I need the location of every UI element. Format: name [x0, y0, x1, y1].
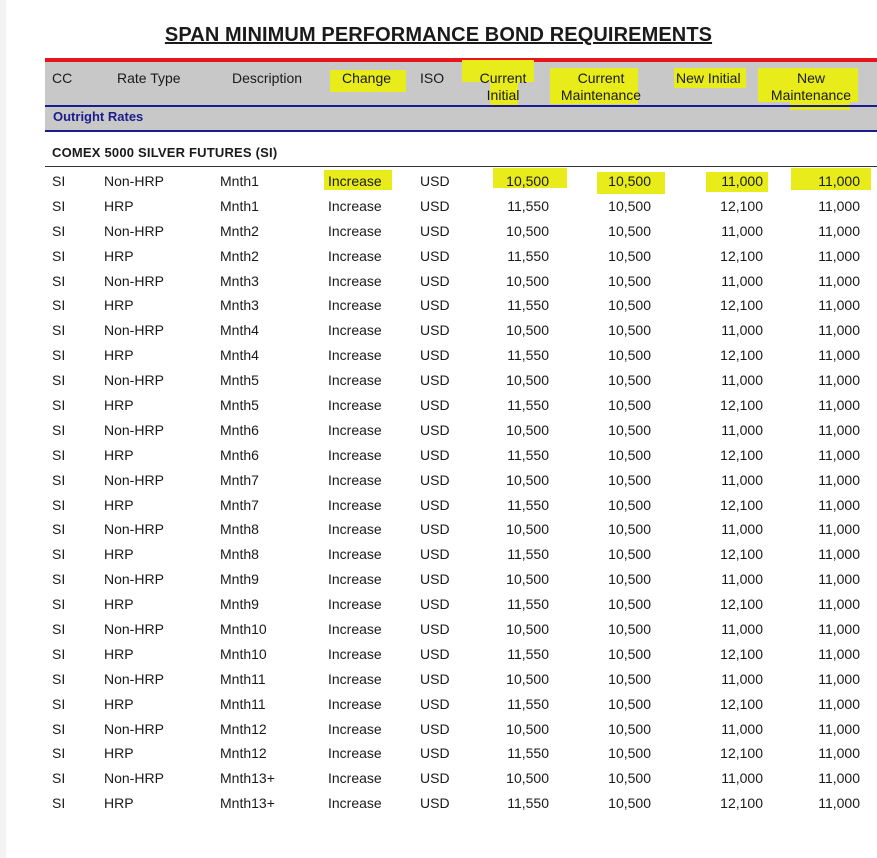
cell-cc: SI	[52, 770, 66, 787]
cell-cc: SI	[52, 795, 66, 812]
table-row	[0, 195, 877, 220]
table-row	[0, 444, 877, 469]
cell-description: Mnth13+	[220, 770, 275, 787]
cell-change: Increase	[328, 745, 382, 762]
cell-new-initial: 11,000	[721, 770, 763, 787]
table-row	[0, 518, 877, 543]
cell-current-maintenance: 10,500	[608, 272, 651, 289]
table-row	[0, 668, 877, 693]
header-blue-rule	[45, 105, 877, 107]
cell-description: Mnth12	[220, 745, 267, 762]
cell-rate-type: HRP	[104, 247, 134, 264]
cell-current-maintenance: 10,500	[608, 571, 651, 588]
cell-description: Mnth3	[220, 272, 259, 289]
cell-description: Mnth1	[220, 173, 259, 189]
cell-change: Increase	[328, 521, 382, 538]
cell-change: Increase	[328, 421, 382, 438]
col-header-new-initial: New Initial	[676, 70, 741, 86]
cell-change: Increase	[328, 322, 382, 339]
cell-cc: SI	[52, 571, 66, 588]
cell-new-maintenance: 11,000	[818, 397, 860, 414]
cell-new-maintenance: 11,000	[818, 720, 860, 737]
cell-new-initial: 12,100	[720, 197, 763, 214]
cell-change: Increase	[328, 272, 382, 289]
table-header	[45, 58, 877, 130]
cell-current-initial: 10,500	[506, 421, 549, 438]
cell-new-initial: 11,000	[721, 421, 763, 438]
cell-new-maintenance: 11,000	[818, 546, 860, 563]
cell-current-maintenance: 10,500	[608, 521, 651, 538]
table-row	[0, 543, 877, 568]
cell-iso: USD	[420, 596, 450, 613]
cell-current-maintenance: 10,500	[608, 596, 651, 613]
col-header-change: Change	[342, 70, 392, 86]
cell-description: Mnth9	[220, 571, 259, 588]
cell-rate-type: Non-HRP	[104, 421, 164, 438]
table-row	[0, 294, 877, 319]
cell-description: Mnth9	[220, 596, 259, 613]
cell-current-maintenance: 10,500	[608, 446, 651, 463]
cell-current-maintenance: 10,500	[608, 471, 651, 488]
cell-cc: SI	[52, 322, 66, 339]
cell-new-maintenance: 11,000	[818, 347, 860, 364]
cell-current-initial: 11,550	[507, 297, 549, 314]
cell-current-maintenance: 10,500	[608, 795, 651, 812]
cell-rate-type: HRP	[104, 745, 134, 762]
cell-cc: SI	[52, 421, 66, 438]
col-header-current-initial	[465, 70, 541, 104]
cell-rate-type: HRP	[104, 197, 134, 214]
cell-rate-type: Non-HRP	[104, 322, 164, 339]
cell-iso: USD	[420, 521, 450, 538]
cell-change: Increase	[328, 222, 382, 239]
cell-current-initial: 10,500	[506, 670, 549, 687]
cell-iso: USD	[420, 372, 450, 389]
cell-new-initial: 11,000	[721, 322, 763, 339]
section-rule	[45, 166, 877, 167]
cell-new-maintenance: 11,000	[818, 571, 860, 588]
cell-new-maintenance: 11,000	[818, 173, 860, 189]
cell-new-maintenance: 11,000	[818, 621, 860, 638]
cell-cc: SI	[52, 446, 66, 463]
cell-description: Mnth6	[220, 446, 259, 463]
cell-iso: USD	[420, 421, 450, 438]
cell-description: Mnth13+	[220, 795, 275, 812]
cell-description: Mnth8	[220, 546, 259, 563]
cell-change: Increase	[328, 247, 382, 264]
cell-new-maintenance: 11,000	[818, 247, 860, 264]
cell-iso: USD	[420, 446, 450, 463]
cell-current-initial: 11,550	[507, 496, 549, 513]
cell-iso: USD	[420, 745, 450, 762]
cell-current-initial: 11,550	[507, 397, 549, 414]
cell-description: Mnth6	[220, 421, 259, 438]
cell-cc: SI	[52, 197, 66, 214]
cell-current-initial: 11,550	[507, 446, 549, 463]
cell-new-maintenance: 11,000	[818, 297, 860, 314]
table-row	[0, 220, 877, 245]
cell-current-initial: 11,550	[507, 247, 549, 264]
cell-change: Increase	[328, 596, 382, 613]
cell-change: Increase	[328, 546, 382, 563]
cell-current-maintenance: 10,500	[608, 372, 651, 389]
cell-rate-type: HRP	[104, 645, 134, 662]
cell-current-maintenance: 10,500	[608, 645, 651, 662]
cell-new-maintenance: 11,000	[818, 421, 860, 438]
cell-rate-type: HRP	[104, 397, 134, 414]
cell-current-initial: 10,500	[506, 222, 549, 239]
col-header-cc: CC	[52, 70, 73, 86]
cell-cc: SI	[52, 695, 66, 712]
cell-rate-type: HRP	[104, 546, 134, 563]
cell-change: Increase	[328, 496, 382, 513]
cell-new-maintenance: 11,000	[818, 197, 860, 214]
col-header-line: Current	[479, 70, 527, 86]
cell-current-initial: 10,500	[506, 471, 549, 488]
data-table-body	[0, 170, 877, 817]
cell-current-maintenance: 10,500	[608, 247, 651, 264]
cell-new-initial: 12,100	[720, 446, 763, 463]
cell-new-initial: 12,100	[720, 795, 763, 812]
cell-cc: SI	[52, 496, 66, 513]
cell-current-maintenance: 10,500	[608, 496, 651, 513]
cell-change: Increase	[328, 297, 382, 314]
cell-cc: SI	[52, 272, 66, 289]
cell-current-initial: 11,550	[507, 546, 549, 563]
cell-description: Mnth4	[220, 347, 259, 364]
cell-current-initial: 11,550	[507, 745, 549, 762]
cell-cc: SI	[52, 247, 66, 264]
col-header-line: Current	[577, 70, 625, 86]
cell-cc: SI	[52, 596, 66, 613]
table-row	[0, 618, 877, 643]
cell-iso: USD	[420, 670, 450, 687]
table-row	[0, 419, 877, 444]
cell-iso: USD	[420, 496, 450, 513]
cell-current-maintenance: 10,500	[608, 745, 651, 762]
cell-cc: SI	[52, 397, 66, 414]
cell-new-initial: 11,000	[721, 222, 763, 239]
cell-new-initial: 12,100	[720, 247, 763, 264]
table-row	[0, 319, 877, 344]
table-row	[0, 344, 877, 369]
cell-new-maintenance: 11,000	[818, 322, 860, 339]
cell-current-initial: 11,550	[507, 645, 549, 662]
table-row	[0, 494, 877, 519]
cell-new-maintenance: 11,000	[818, 521, 860, 538]
table-row	[0, 394, 877, 419]
cell-new-initial: 12,100	[720, 347, 763, 364]
cell-cc: SI	[52, 471, 66, 488]
cell-iso: USD	[420, 471, 450, 488]
cell-current-initial: 10,500	[506, 770, 549, 787]
cell-rate-type: HRP	[104, 795, 134, 812]
cell-rate-type: Non-HRP	[104, 720, 164, 737]
cell-iso: USD	[420, 222, 450, 239]
cell-cc: SI	[52, 670, 66, 687]
cell-iso: USD	[420, 720, 450, 737]
cell-new-initial: 11,000	[721, 272, 763, 289]
cell-cc: SI	[52, 720, 66, 737]
table-row	[0, 245, 877, 270]
cell-rate-type: Non-HRP	[104, 173, 164, 189]
cell-new-initial: 12,100	[720, 745, 763, 762]
table-row	[0, 270, 877, 295]
cell-iso: USD	[420, 645, 450, 662]
cell-new-maintenance: 11,000	[818, 496, 860, 513]
cell-new-maintenance: 11,000	[818, 596, 860, 613]
cell-cc: SI	[52, 297, 66, 314]
cell-change: Increase	[328, 471, 382, 488]
cell-cc: SI	[52, 347, 66, 364]
table-row	[0, 369, 877, 394]
cell-change: Increase	[328, 446, 382, 463]
cell-new-initial: 11,000	[721, 521, 763, 538]
cell-change: Increase	[328, 197, 382, 214]
cell-description: Mnth7	[220, 471, 259, 488]
cell-change: Increase	[328, 795, 382, 812]
cell-rate-type: HRP	[104, 446, 134, 463]
cell-current-maintenance: 10,500	[608, 720, 651, 737]
cell-new-maintenance: 11,000	[818, 645, 860, 662]
cell-new-initial: 12,100	[720, 397, 763, 414]
cell-current-initial: 10,500	[506, 621, 549, 638]
cell-rate-type: Non-HRP	[104, 521, 164, 538]
cell-current-initial: 11,550	[507, 695, 549, 712]
cell-cc: SI	[52, 745, 66, 762]
table-row	[0, 593, 877, 618]
cell-current-maintenance: 10,500	[608, 621, 651, 638]
cell-cc: SI	[52, 521, 66, 538]
cell-new-maintenance: 11,000	[818, 795, 860, 812]
cell-new-initial: 11,000	[721, 621, 763, 638]
cell-new-maintenance: 11,000	[818, 770, 860, 787]
cell-rate-type: Non-HRP	[104, 670, 164, 687]
col-header-line: Maintenance	[560, 87, 642, 103]
cell-iso: USD	[420, 297, 450, 314]
cell-change: Increase	[328, 720, 382, 737]
col-header-line: Initial	[486, 87, 520, 103]
cell-change: Increase	[328, 670, 382, 687]
cell-new-maintenance: 11,000	[818, 695, 860, 712]
cell-cc: SI	[52, 645, 66, 662]
cell-current-initial: 10,500	[506, 372, 549, 389]
cell-iso: USD	[420, 247, 450, 264]
cell-new-initial: 11,000	[721, 471, 763, 488]
cell-cc: SI	[52, 372, 66, 389]
cell-new-initial: 11,000	[721, 720, 763, 737]
cell-new-initial: 12,100	[720, 695, 763, 712]
cell-current-maintenance: 10,500	[608, 347, 651, 364]
cell-rate-type: HRP	[104, 596, 134, 613]
cell-iso: USD	[420, 795, 450, 812]
table-row	[0, 568, 877, 593]
cell-current-initial: 10,500	[506, 272, 549, 289]
cell-current-initial: 11,550	[507, 197, 549, 214]
cell-new-initial: 11,000	[721, 571, 763, 588]
cell-new-initial: 12,100	[720, 496, 763, 513]
cell-new-maintenance: 11,000	[818, 471, 860, 488]
cell-rate-type: HRP	[104, 695, 134, 712]
cell-new-maintenance: 11,000	[818, 372, 860, 389]
col-header-description: Description	[232, 70, 303, 86]
header-blue-rule-bottom	[45, 130, 877, 132]
cell-change: Increase	[328, 695, 382, 712]
cell-new-initial: 11,000	[721, 372, 763, 389]
cell-new-maintenance: 11,000	[818, 446, 860, 463]
cell-current-initial: 10,500	[506, 571, 549, 588]
cell-description: Mnth12	[220, 720, 267, 737]
cell-change: Increase	[328, 621, 382, 638]
cell-description: Mnth7	[220, 496, 259, 513]
cell-new-initial: 12,100	[720, 645, 763, 662]
cell-current-initial: 11,550	[507, 795, 549, 812]
cell-new-initial: 12,100	[720, 596, 763, 613]
cell-rate-type: Non-HRP	[104, 471, 164, 488]
cell-description: Mnth1	[220, 197, 259, 214]
cell-current-maintenance: 10,500	[608, 670, 651, 687]
cell-rate-type: Non-HRP	[104, 770, 164, 787]
col-header-iso: ISO	[420, 70, 445, 86]
table-row	[0, 767, 877, 792]
cell-current-maintenance: 10,500	[608, 197, 651, 214]
cell-current-maintenance: 10,500	[608, 397, 651, 414]
cell-change: Increase	[328, 372, 382, 389]
cell-change: Increase	[328, 347, 382, 364]
cell-description: Mnth10	[220, 645, 267, 662]
cell-new-maintenance: 11,000	[818, 272, 860, 289]
cell-new-initial: 11,000	[721, 173, 763, 189]
cell-cc: SI	[52, 621, 66, 638]
cell-rate-type: HRP	[104, 297, 134, 314]
cell-rate-type: HRP	[104, 496, 134, 513]
cell-description: Mnth2	[220, 222, 259, 239]
cell-description: Mnth11	[220, 695, 266, 712]
cell-current-maintenance: 10,500	[608, 297, 651, 314]
cell-iso: USD	[420, 173, 450, 189]
cell-rate-type: Non-HRP	[104, 571, 164, 588]
cell-description: Mnth3	[220, 297, 259, 314]
col-header-line: New	[796, 70, 825, 86]
cell-rate-type: HRP	[104, 347, 134, 364]
col-header-rate-type: Rate Type	[117, 70, 181, 86]
cell-iso: USD	[420, 770, 450, 787]
cell-current-maintenance: 10,500	[608, 546, 651, 563]
page-title: SPAN MINIMUM PERFORMANCE BOND REQUIREMENTS	[164, 24, 713, 46]
cell-new-initial: 12,100	[720, 546, 763, 563]
cell-description: Mnth10	[220, 621, 267, 638]
col-header-new-maintenance	[763, 70, 859, 104]
cell-current-initial: 10,500	[506, 720, 549, 737]
cell-iso: USD	[420, 272, 450, 289]
cell-description: Mnth11	[220, 670, 266, 687]
table-row	[0, 170, 877, 195]
cell-change: Increase	[328, 645, 382, 662]
cell-current-maintenance: 10,500	[608, 770, 651, 787]
cell-change: Increase	[328, 770, 382, 787]
col-header-line: Maintenance	[770, 87, 852, 103]
cell-current-initial: 10,500	[506, 322, 549, 339]
cell-current-maintenance: 10,500	[608, 222, 651, 239]
cell-iso: USD	[420, 621, 450, 638]
cell-iso: USD	[420, 347, 450, 364]
table-row	[0, 718, 877, 743]
cell-new-initial: 11,000	[721, 670, 763, 687]
cell-cc: SI	[52, 222, 66, 239]
cell-iso: USD	[420, 197, 450, 214]
cell-current-maintenance: 10,500	[608, 695, 651, 712]
cell-new-maintenance: 11,000	[818, 222, 860, 239]
header-red-rule	[45, 58, 877, 62]
cell-iso: USD	[420, 695, 450, 712]
cell-current-initial: 10,500	[506, 521, 549, 538]
cell-change: Increase	[328, 397, 382, 414]
table-row	[0, 693, 877, 718]
table-row	[0, 643, 877, 668]
cell-current-initial: 11,550	[507, 596, 549, 613]
cell-new-maintenance: 11,000	[818, 745, 860, 762]
cell-rate-type: Non-HRP	[104, 372, 164, 389]
section-title: COMEX 5000 SILVER FUTURES (SI)	[52, 145, 278, 160]
table-row	[0, 469, 877, 494]
cell-current-maintenance: 10,500	[608, 322, 651, 339]
cell-cc: SI	[52, 546, 66, 563]
cell-rate-type: Non-HRP	[104, 222, 164, 239]
cell-rate-type: Non-HRP	[104, 272, 164, 289]
cell-description: Mnth5	[220, 372, 259, 389]
cell-description: Mnth4	[220, 322, 259, 339]
cell-current-maintenance: 10,500	[608, 421, 651, 438]
cell-description: Mnth2	[220, 247, 259, 264]
cell-description: Mnth8	[220, 521, 259, 538]
cell-rate-type: Non-HRP	[104, 621, 164, 638]
cell-iso: USD	[420, 571, 450, 588]
cell-current-initial: 11,550	[507, 347, 549, 364]
cell-new-initial: 12,100	[720, 297, 763, 314]
cell-iso: USD	[420, 322, 450, 339]
cell-current-initial: 10,500	[506, 173, 549, 189]
cell-iso: USD	[420, 397, 450, 414]
cell-iso: USD	[420, 546, 450, 563]
table-row	[0, 742, 877, 767]
cell-current-maintenance: 10,500	[608, 173, 651, 189]
cell-description: Mnth5	[220, 397, 259, 414]
group-label: Outright Rates	[53, 109, 144, 124]
cell-new-maintenance: 11,000	[818, 670, 860, 687]
table-row	[0, 792, 877, 817]
cell-cc: SI	[52, 173, 66, 189]
cell-change: Increase	[328, 571, 382, 588]
cell-change: Increase	[328, 173, 382, 189]
col-header-current-maintenance	[550, 70, 652, 104]
